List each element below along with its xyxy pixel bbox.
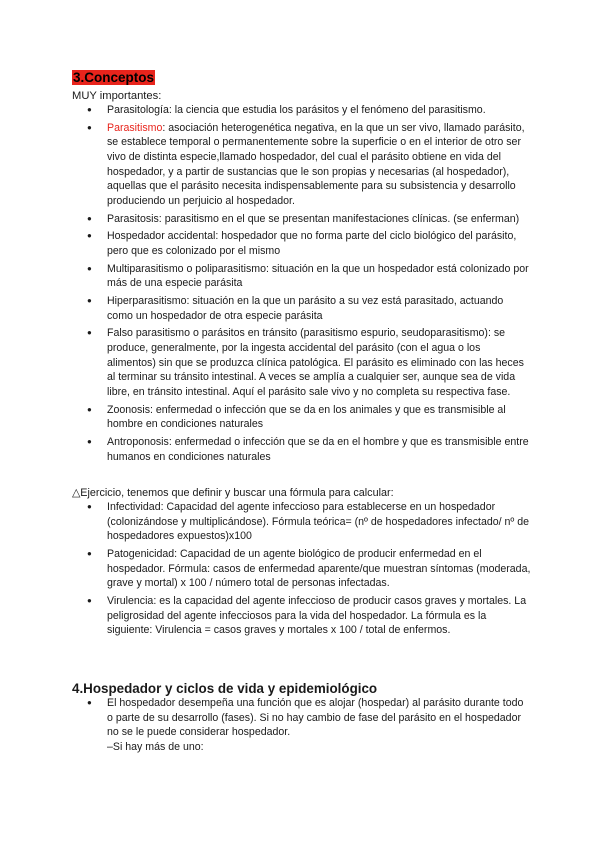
- list-item: ● Parasitología: la ciencia que estudia los parásitos y el fenómeno del parasitismo.: [72, 103, 532, 118]
- list-item: ● Infectividad: Capacidad del agente infeccioso para establecerse en un hospedador (colonizándose y multiplicándose). Fórmula teórica= (nº de hospedadores infectado/ nº de hospedadores expuestos)x100: [72, 500, 532, 544]
- list-item: ● Parasitismo: asociación heterogenética negativa, en la que un ser vivo, llamado parásito, se establece temporal o permanentemente sobre la superficie o en el interior de otro ser vivo de distinta especie,llamado hospedador, del cual el parásito obtiene en vida del hospedador, y a partir de sustancias que le son propias y necesarias (al hospedador), aquellas que el parásito necesita indispensablemente para su subsistencia y desarrollo produciendo un perjuicio al hospedador.: [72, 121, 532, 209]
- list-item: ● El hospedador desempeña una función que es alojar (hospedar) al parásito durante todo o parte de su desarrollo (fases). Si no hay cambio de fase del parásito en el hospedador no se le puede considerar hospedador. –Si hay más de uno:: [72, 696, 532, 754]
- highlighted-term: Parasitismo: [107, 121, 163, 134]
- list-item: ● Parasitosis: parasitismo en el que se presentan manifestaciones clínicas. (se enferman): [72, 212, 532, 227]
- list-item: ● Hospedador accidental: hospedador que no forma parte del ciclo biológico del parásito, pero que es colonizado por el mismo: [72, 229, 532, 258]
- list-item: ● Multiparasitismo o poliparasitismo: situación en la que un hospedador está colonizado por más de una especie parásita: [72, 262, 532, 291]
- list-item: ● Hiperparasitismo: situación en la que un parásito a su vez está parasitado, actuando como un hospedador de otra especie parásita: [72, 294, 532, 323]
- exercise-intro: △Ejercicio, tenemos que definir y buscar una fórmula para calcular:: [72, 487, 394, 499]
- list-item: ● Zoonosis: enfermedad o infección que se da en los animales y que es transmisible al hombre en condiciones naturales: [72, 403, 532, 432]
- section-3-heading-text: 3.Conceptos: [73, 70, 155, 85]
- host-list: [72, 696, 532, 758]
- list-item: ● Antroponosis: enfermedad o infección que se da en el hombre y que es transmisible entre humanos en condiciones naturales: [72, 435, 532, 464]
- exercise-list: [72, 500, 532, 641]
- list-item: ● Patogenicidad: Capacidad de un agente biológico de producir enfermedad en el hospedador. Fórmula: casos de enfermedad aparente/que muestran síntomas (moderada, grave y mortal) x 100 / número total de personas infectadas.: [72, 547, 532, 591]
- list-item: ● Falso parasitismo o parásitos en tránsito (parasitismo espurio, seudoparasitismo): se produce, generalmente, por la ingesta accidental del parásito (con el agua o los alimentos) sin que se produzca clínica patológica. El parásito es eliminado con las heces al terminar su tránsito intestinal. A veces se amplía a cualquier ser, aunque sea de vida libre, en tránsito intestinal. Aquí el parásito sale vivo y no completa su respectiva fase.: [72, 326, 532, 399]
- section-4-heading: 4.Hospedador y ciclos de vida y epidemiológico: [72, 681, 378, 696]
- list-item: ● Virulencia: es la capacidad del agente infeccioso de producir casos graves y mortales. La peligrosidad del agente infecciosos para la vida del hospedador. La fórmula es la siguiente: Virulencia = casos graves y mortales x 100 / total de enfermos.: [72, 594, 532, 638]
- section-3-intro: MUY importantes:: [72, 90, 162, 102]
- sub-line: –Si hay más de uno:: [107, 740, 204, 753]
- concepts-list: [72, 103, 532, 467]
- section-3-heading: [72, 70, 155, 86]
